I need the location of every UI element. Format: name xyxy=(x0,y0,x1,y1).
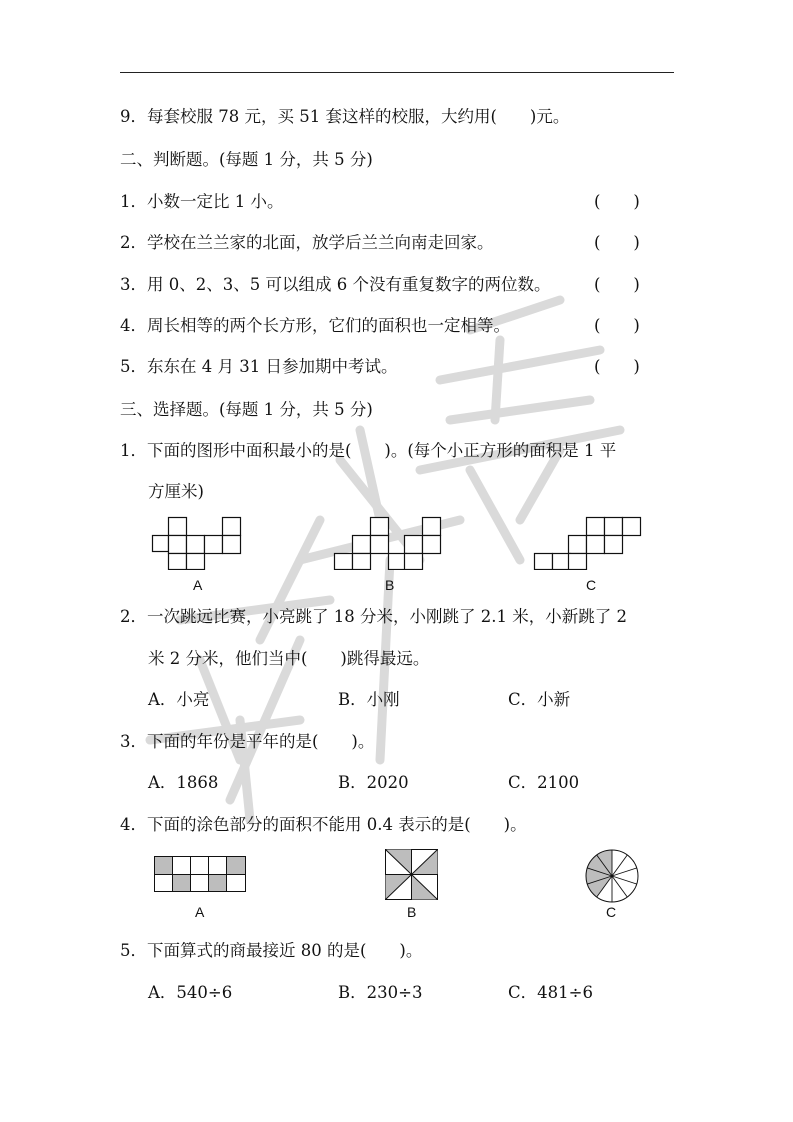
figure-q4-c-label: C xyxy=(606,904,617,920)
figure-q4-a xyxy=(153,855,249,893)
judge-item-1: 1．小数一定比 1 小。 xyxy=(120,192,284,211)
question-9: 9．每套校服 78 元，买 51 套这样的校服，大约用( )元。 xyxy=(120,107,570,126)
figure-q4-a-label: A xyxy=(195,904,205,920)
answer-blank[interactable]: ( ) xyxy=(594,233,640,252)
answer-blank[interactable]: ( ) xyxy=(594,316,640,335)
choice-q3-line1: 3．下面的年份是平年的是( )。 xyxy=(120,732,375,751)
choice-q5-option-b[interactable]: B．230÷3 xyxy=(338,983,423,1002)
figure-q1-b xyxy=(332,516,444,570)
choice-q2-line2: 米 2 分米，他们当中( )跳得最远。 xyxy=(148,649,430,668)
figure-q1-c-label: C xyxy=(586,577,597,593)
header-rule xyxy=(120,72,674,73)
choice-q5-option-a[interactable]: A．540÷6 xyxy=(148,983,233,1002)
choice-q2-option-c[interactable]: C．小新 xyxy=(508,690,571,709)
answer-blank[interactable]: ( ) xyxy=(594,275,640,294)
choice-q5-line1: 5．下面算式的商最接近 80 的是( )。 xyxy=(120,941,423,960)
choice-q3-option-c[interactable]: C．2100 xyxy=(508,773,580,792)
figure-q1-b-label: B xyxy=(385,577,395,593)
section-2-title: 二、判断题。(每题 1 分，共 5 分) xyxy=(120,150,373,169)
section-3-title: 三、选择题。(每题 1 分，共 5 分) xyxy=(120,400,373,419)
choice-q1-line2: 方厘米) xyxy=(148,482,204,501)
choice-q3-option-a[interactable]: A．1868 xyxy=(148,773,219,792)
figure-q1-a xyxy=(150,516,245,570)
choice-q1-line1: 1．下面的图形中面积最小的是( )。(每个小正方形的面积是 1 平 xyxy=(120,441,617,460)
judge-item-2: 2．学校在兰兰家的北面，放学后兰兰向南走回家。 xyxy=(120,233,494,252)
choice-q3-option-b[interactable]: B．2020 xyxy=(338,773,409,792)
answer-blank[interactable]: ( ) xyxy=(594,357,640,376)
choice-q2-option-b[interactable]: B．小刚 xyxy=(338,690,400,709)
figure-q1-c xyxy=(532,516,644,570)
choice-q2-line1: 2．一次跳远比赛，小亮跳了 18 分米，小刚跳了 2.1 米，小新跳了 2 xyxy=(120,607,627,626)
figure-q4-c xyxy=(583,848,641,904)
figure-q1-a-label: A xyxy=(193,577,203,593)
figure-q4-b xyxy=(384,848,440,902)
judge-item-3: 3．用 0、2、3、5 可以组成 6 个没有重复数字的两位数。 xyxy=(120,275,551,294)
figure-q4-b-label: B xyxy=(407,904,417,920)
choice-q4-line1: 4．下面的涂色部分的面积不能用 0.4 表示的是( )。 xyxy=(120,815,527,834)
choice-q2-option-a[interactable]: A．小亮 xyxy=(148,690,210,709)
judge-item-4: 4．周长相等的两个长方形，它们的面积也一定相等。 xyxy=(120,316,510,335)
judge-item-5: 5．东东在 4 月 31 日参加期中考试。 xyxy=(120,357,398,376)
answer-blank[interactable]: ( ) xyxy=(594,192,640,211)
choice-q5-option-c[interactable]: C．481÷6 xyxy=(508,983,593,1002)
